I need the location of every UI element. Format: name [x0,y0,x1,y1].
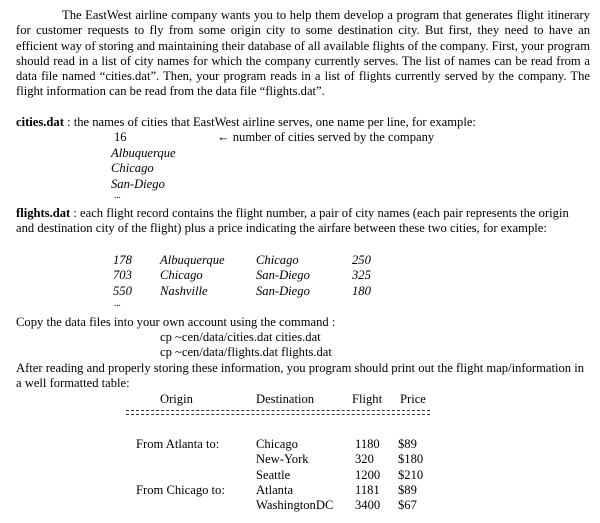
header-flight: Flight [352,392,383,406]
flights-filename: flights.dat [16,206,71,220]
header-origin: Origin [160,392,193,406]
cities-description-text: : the names of cities that EastWest airline serves, one name per line, for example: [63,115,476,129]
cities-count-note: ← number of cities served by the company [217,130,435,144]
copy-command: cp ~cen/data/cities.dat cities.dat [160,330,321,344]
cities-filename: cities.dat [16,115,64,129]
city-name: Albuquerque [111,146,176,160]
intro-paragraph [16,8,590,100]
header-destination: Destination [256,392,315,406]
intro-text: The EastWest airline company wants you to help them develop a program that generates flight itinerary for customer requests to fly from some origin city to some destination city. But first, they need to have an efficient way of storing and maintaining their database of all available flights of the company. First, your program should read in a list of city names for which the company currently serves. The list of names can be read from a data file named “cities.dat”. Then, your program reads in a list of flights currently served by the company. The flight information can be read from the data file “flights.dat”. [16,8,590,99]
table-separator [126,410,430,415]
flights-description-text: : each flight record contains the flight number, a pair of city names (each pair represents the origin and destination city of the flight) plus a price indicating the airfare between these two cities, for example: [16,206,569,236]
copy-instruction: Copy the data files into your own account using the command : [16,315,336,329]
city-name: Chicago [111,161,154,175]
cities-ellipsis: ... [114,190,121,200]
city-name: San-Diego [111,177,165,191]
cities-description [16,115,586,130]
cities-count: 16 [114,130,127,144]
flights-ellipsis: ... [114,298,121,308]
flights-description [16,206,586,237]
copy-command: cp ~cen/data/flights.dat flights.dat [160,345,332,359]
header-price: Price [400,392,426,406]
output-instruction: After reading and properly storing these information, you program should print out the flight map/information in a well formatted table: [16,361,584,391]
